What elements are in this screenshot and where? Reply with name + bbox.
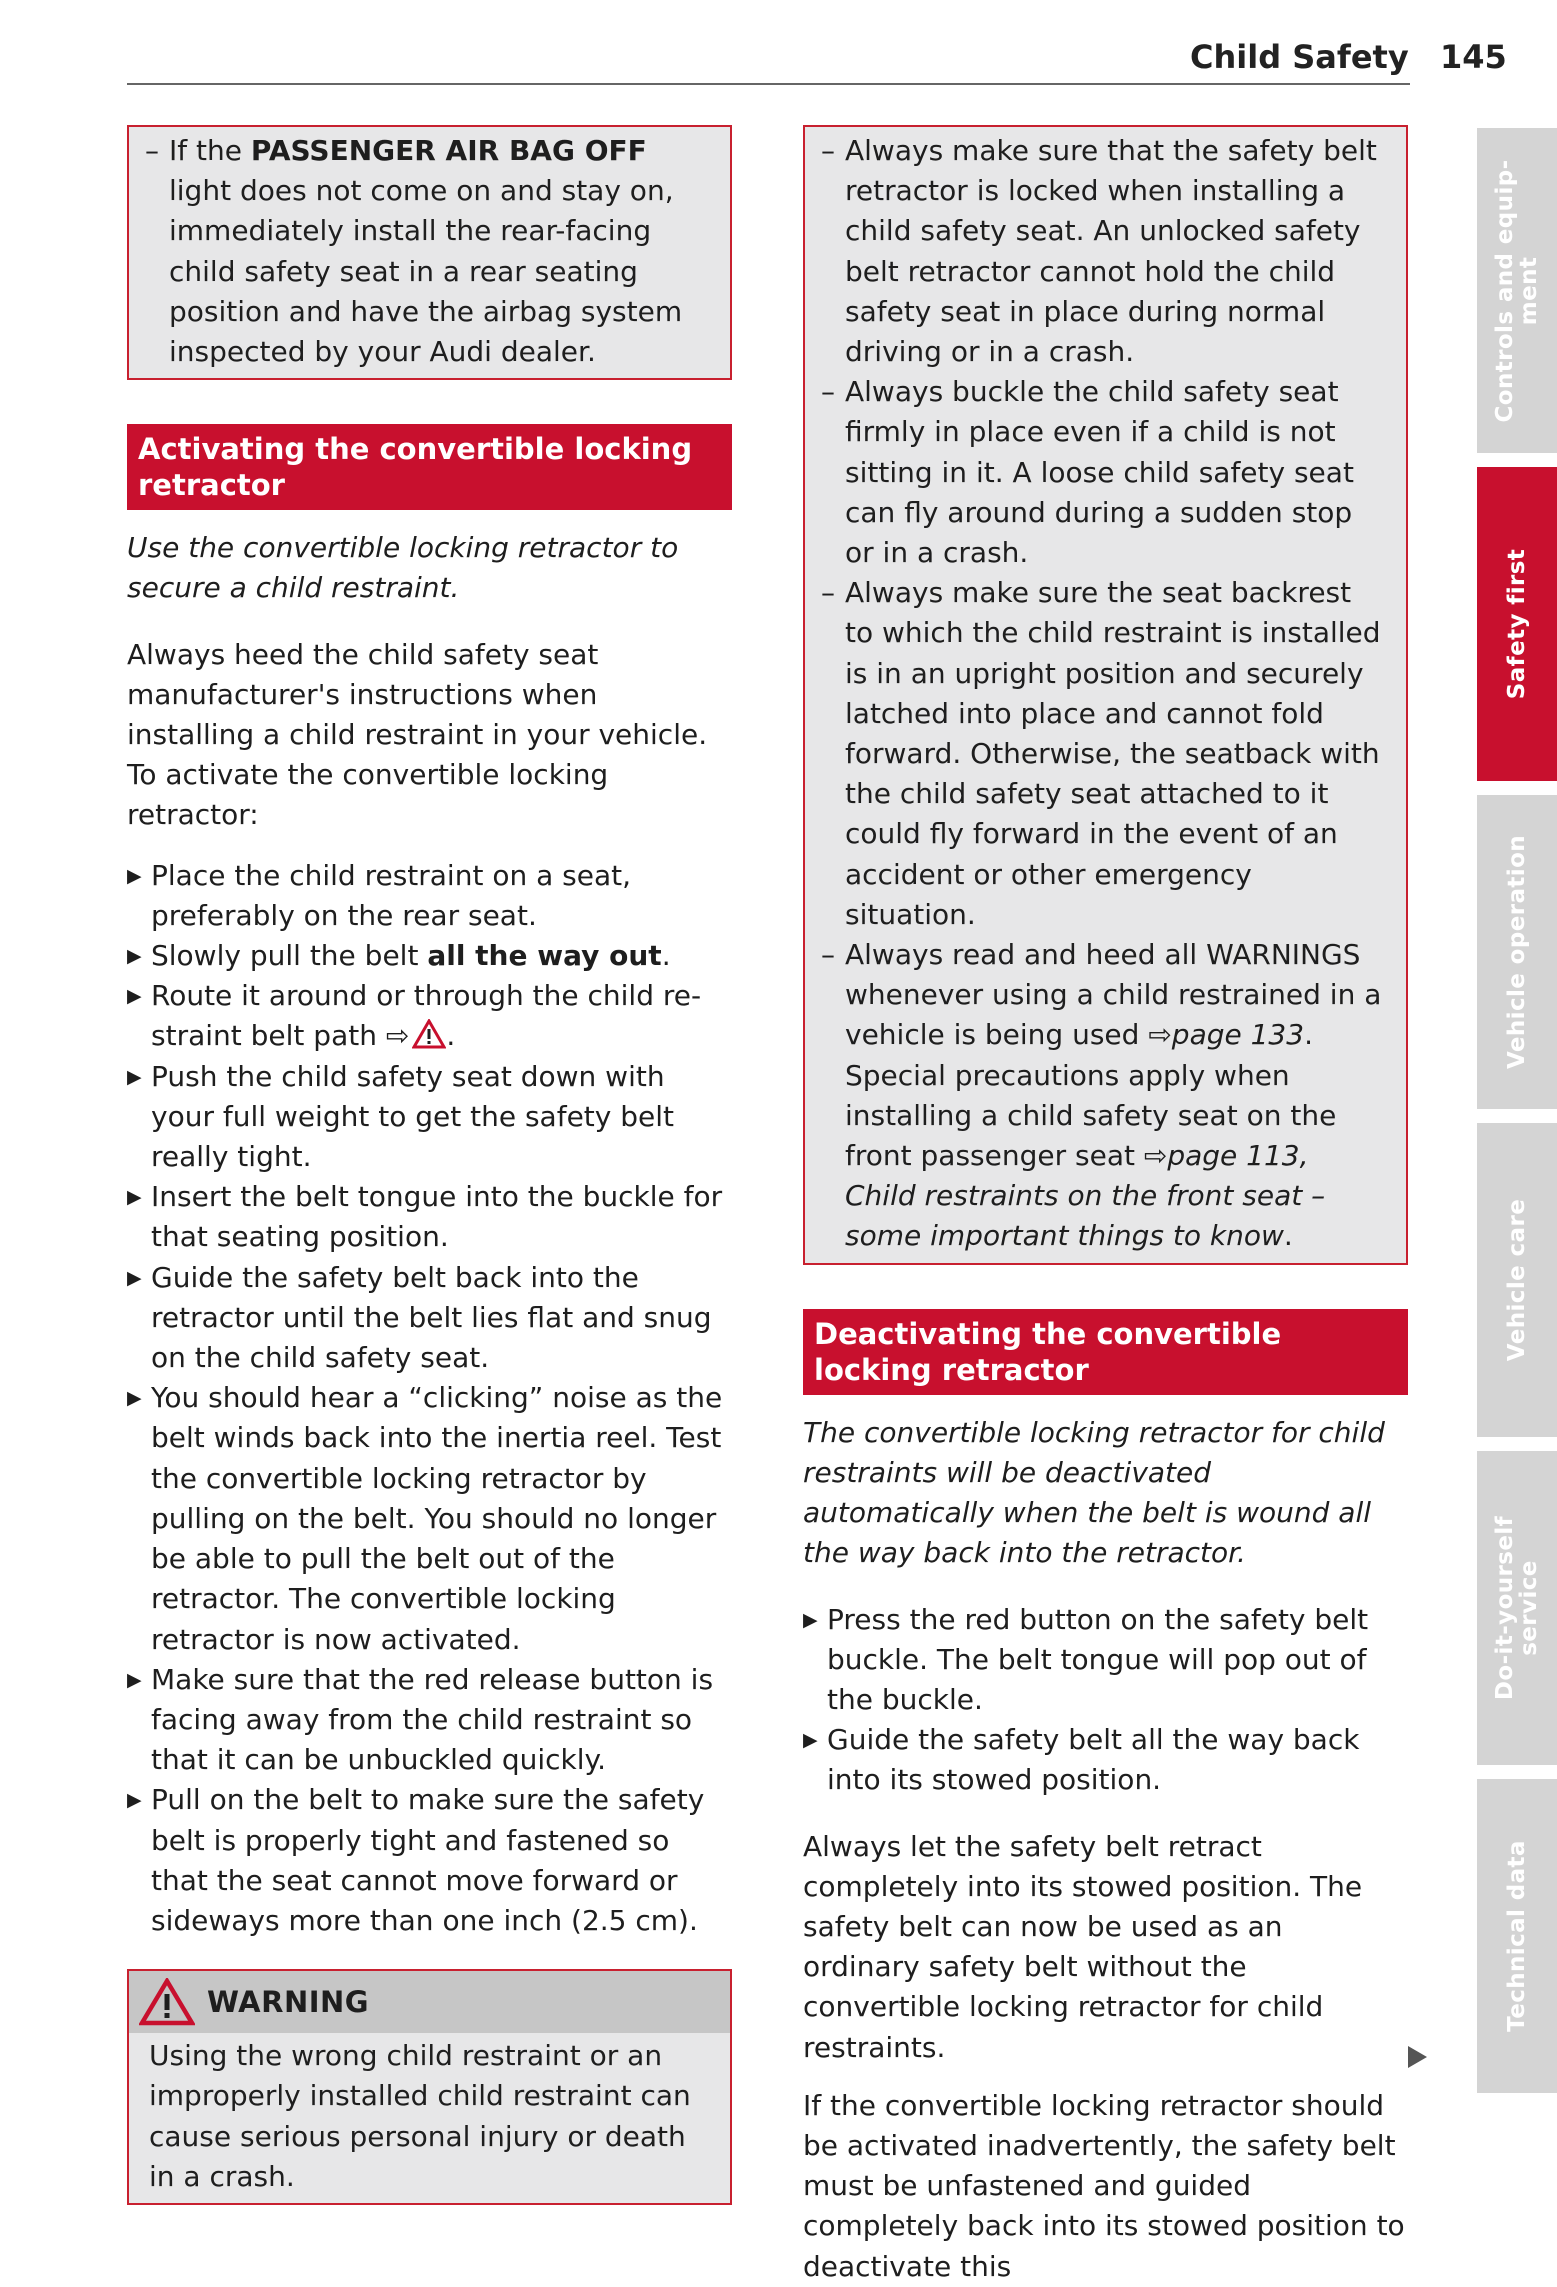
right-column — [803, 125, 1408, 2287]
list-item: ▶ Press the red button on the safety belt buckle. The belt tongue will pop out of the buckle. — [803, 1600, 1408, 1721]
list-item: ▶ Insert the belt tongue into the buckle for that seating position. — [127, 1177, 732, 1257]
triangle-right-icon: ▶ — [127, 1266, 142, 1289]
side-tab-controls[interactable]: Controls and equip- ment — [1477, 128, 1557, 453]
triangle-right-icon: ▶ — [127, 985, 142, 1008]
body-paragraph: Always heed the child safety seat manufacturer's instructions when installing a child restraint in your vehicle. To activate the convertible locking retractor: — [127, 637, 708, 832]
warning-triangle-icon — [412, 1019, 446, 1049]
list-item: ▶ Route it around or through the child restraint belt path ⇨ . — [127, 976, 732, 1056]
passenger-airbag-label: PASSENGER AIR BAG OFF — [250, 134, 647, 167]
side-tab-do-it-yourself[interactable]: Do-it-yourself service — [1477, 1451, 1557, 1765]
note-item: – Always read and heed all WARNINGS whenever using a child restrained in a vehicle is being used ⇨page 133. Special precautions apply when installing a child safety seat on the front passenger seat ⇨page 113, Child restraints on the front seat – some important things to know. — [821, 938, 1382, 1253]
note-item: – Always buckle the child safety seat firmly in place even if a child is not sitting in it. A loose child safety seat can fly around during a sudden stop or in a crash. — [821, 375, 1354, 570]
note-item: – Always make sure that the safety belt retractor is locked when installing a child safety seat. An unlocked safety belt retractor cannot hold the child safety seat in place during normal driving or in a crash. — [821, 134, 1377, 369]
triangle-right-icon: ▶ — [127, 864, 142, 887]
left-column — [127, 125, 732, 2205]
triangle-right-icon: ▶ — [127, 1065, 142, 1088]
note-item: – Always make sure the seat backrest to which the child restraint is installed is in an upright position and securely latched into place and cannot fold forward. Otherwise, the seatback with the child safety seat attached to it could fly forward in the event of an accident or other emergency situation. — [821, 576, 1381, 931]
triangle-right-icon: ▶ — [803, 1729, 818, 1752]
list-item: ▶ Place the child restraint on a seat, preferably on the rear seat. — [127, 856, 732, 936]
list-item: ▶ Pull on the belt to make sure the safety belt is properly tight and fastened so that the seat cannot move forward or sideways more than one inch (2.5 cm). — [127, 1780, 732, 1941]
note-box-left — [127, 125, 732, 380]
list-item: ▶ Push the child safety seat down with your full weight to get the safety belt really tight. — [127, 1057, 732, 1178]
page-reference-link[interactable]: ⇨page 133 — [1148, 1018, 1305, 1052]
triangle-right-icon: ▶ — [127, 1789, 142, 1812]
body-paragraph: If the convertible locking retractor should be activated inadvertently, the safety belt must be unfastened and guided completely back into its stowed position to deactivate this — [803, 2088, 1405, 2283]
steps-list — [803, 1600, 1408, 1801]
warning-body: Using the wrong child restraint or an improperly installed child restraint can cause serious personal injury or death in a crash. — [149, 2039, 691, 2193]
body-paragraph: Always let the safety belt retract completely into its stowed position. The safety belt can now be used as an ordinary safety belt without the convertible locking retractor for child restraints. — [803, 1829, 1363, 2064]
note-item: – If the PASSENGER AIR BAG OFF light does not come on and stay on, immediately install the rear-facing child safety seat in a rear seating position and have the airbag system inspected by your Audi dealer. — [145, 134, 683, 369]
warning-box — [127, 1969, 732, 2205]
triangle-right-icon: ▶ — [127, 1387, 142, 1410]
side-tab-technical-data[interactable]: Technical data — [1477, 1779, 1557, 2093]
warning-triangle-icon — [139, 1978, 195, 2026]
triangle-right-icon: ▶ — [127, 1668, 142, 1691]
list-item: ▶ You should hear a “clicking” noise as the belt winds back into the inertia reel. Test the convertible locking retractor by pulling on the belt. You should no longer be able to pull the belt out of the retractor. The convertible locking retractor is now activated. — [127, 1378, 732, 1659]
steps-list — [127, 856, 732, 1941]
warning-header — [129, 1971, 730, 2033]
triangle-right-icon: ▶ — [127, 945, 142, 968]
side-tab-safety-first[interactable]: Safety first — [1477, 467, 1557, 781]
intro-text: The convertible locking retractor for child restraints will be deactivated automatically when the belt is wound all the way back into the retractor. — [803, 1415, 1385, 1570]
list-item: ▶ Make sure that the red release button is facing away from the child restraint so that it can be unbuckled quickly. — [127, 1660, 732, 1781]
continue-arrow-icon — [1408, 2046, 1427, 2068]
list-item: ▶ Guide the safety belt all the way back into its stowed position. — [803, 1720, 1408, 1800]
page-number: 145 — [1440, 38, 1507, 76]
warning-title: WARNING — [207, 1985, 370, 2020]
header-rule — [127, 83, 1410, 85]
note-box-right — [803, 125, 1408, 1265]
section-heading-deactivating: Deactivating the convertible locking retractor — [803, 1309, 1408, 1395]
triangle-right-icon: ▶ — [127, 1186, 142, 1209]
page-reference-link[interactable]: ⇨page 113, Child restraints on the front seat – some important things to know — [845, 1139, 1326, 1253]
intro-text: Use the convertible locking retractor to secure a child restraint. — [127, 531, 679, 605]
page-header-title: Child Safety — [1190, 38, 1409, 76]
list-item: ▶ Guide the safety belt back into the retractor until the belt lies flat and snug on the child safety seat. — [127, 1258, 732, 1379]
triangle-right-icon: ▶ — [803, 1608, 818, 1631]
side-tab-vehicle-operation[interactable]: Vehicle operation — [1477, 795, 1557, 1109]
side-tab-vehicle-care[interactable]: Vehicle care — [1477, 1123, 1557, 1437]
list-item: ▶ Slowly pull the belt all the way out. — [127, 936, 732, 976]
section-heading-activating: Activating the convertible locking retractor — [127, 424, 732, 510]
reference-arrow[interactable]: ⇨ — [385, 1019, 410, 1053]
